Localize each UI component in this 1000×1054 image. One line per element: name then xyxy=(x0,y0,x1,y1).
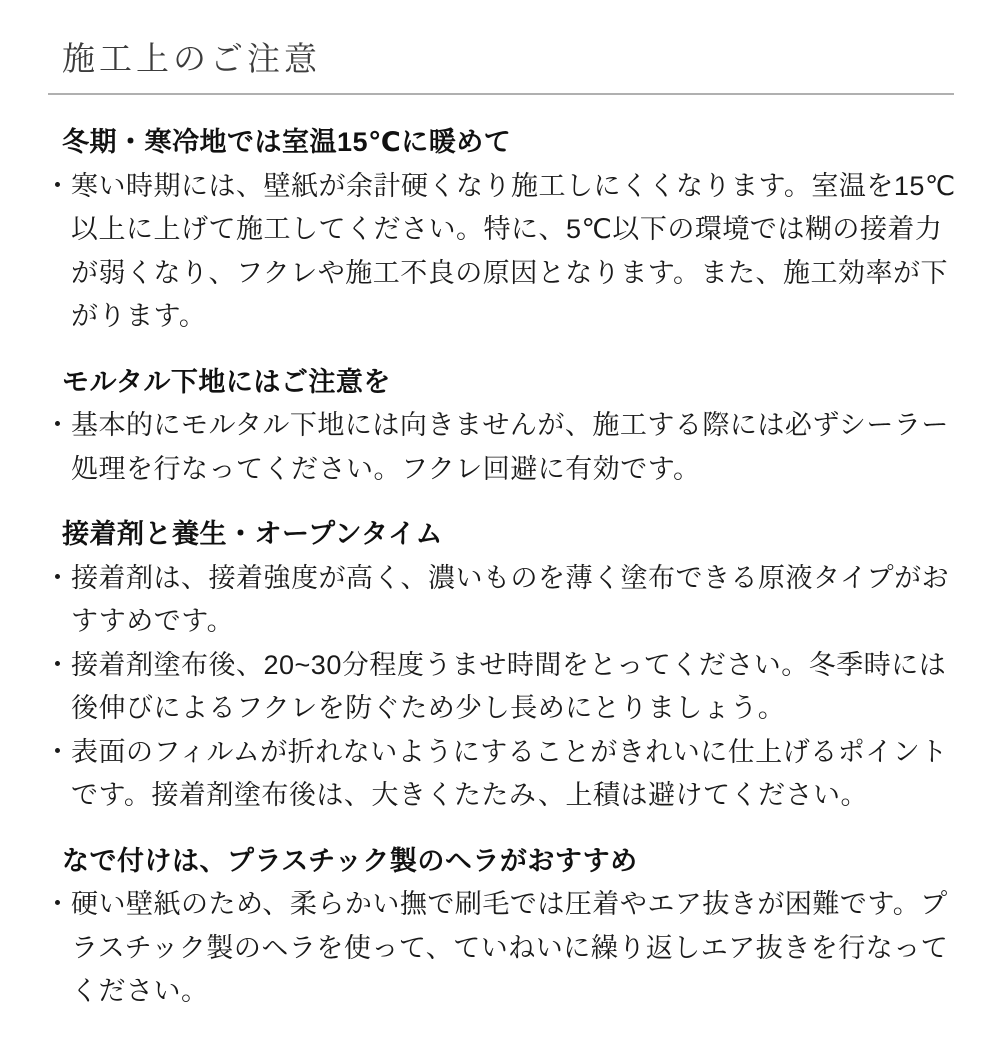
bullet-marker: ・ xyxy=(44,889,71,919)
bullet-marker: ・ xyxy=(44,736,71,767)
page-title: 施工上のご注意 xyxy=(62,40,321,77)
bullet-text: 接着剤塗布後、20~30分程度うませ時間をとってください。冬季時には後伸びによるフクレを防ぐため少し長めにとりましょう。 xyxy=(71,649,947,723)
bullet-marker: ・ xyxy=(44,649,71,680)
bullet-marker: ・ xyxy=(44,410,71,440)
section-heading: なで付けは、プラスチック製のヘラがおすすめ xyxy=(62,845,638,876)
list-item xyxy=(42,165,956,339)
section-heading: 冬期・寒冷地では室温15℃に暖めて xyxy=(62,127,512,157)
list-item xyxy=(42,557,956,644)
list-item xyxy=(42,883,956,1014)
list-item xyxy=(42,644,956,731)
section-mortar-substrate xyxy=(42,361,956,492)
bullet-marker: ・ xyxy=(44,170,71,201)
title-divider xyxy=(48,93,954,95)
section-smoothing-spatula xyxy=(42,840,956,1014)
bullet-marker: ・ xyxy=(44,562,71,593)
section-heading: モルタル下地にはご注意を xyxy=(62,366,391,397)
list-item xyxy=(42,404,956,491)
bullet-text: 硬い壁紙のため、柔らかい撫で刷毛では圧着やエア抜きが困難です。プラスチック製のヘラを使って、ていねいに繰り返しエア抜きを行なってください。 xyxy=(71,889,949,1006)
section-adhesive-open-time xyxy=(42,513,956,818)
section-winter-cold-regions xyxy=(42,121,956,339)
bullet-text: 表面のフィルムが折れないようにすることがきれいに仕上げるポイントです。接着剤塗布後は、大きくたたみ、上積は避けてください。 xyxy=(71,736,948,810)
bullet-text: 基本的にモルタル下地には向きませんが、施工する際には必ずシーラー処理を行なってください。フクレ回避に有効です。 xyxy=(71,410,949,484)
list-item xyxy=(42,731,956,818)
bullet-text: 接着剤は、接着強度が高く、濃いものを薄く塗布できる原液タイプがおすすめです。 xyxy=(71,562,950,636)
section-heading: 接着剤と養生・オープンタイム xyxy=(62,519,443,549)
bullet-text: 寒い時期には、壁紙が余計硬くなり施工しにくくなります。室温を15℃以上に上げて施工してください。特に、5℃以下の環境では糊の接着力が弱くなり、フクレや施工不良の原因となります。また、施工効率が下がります。 xyxy=(71,170,956,331)
